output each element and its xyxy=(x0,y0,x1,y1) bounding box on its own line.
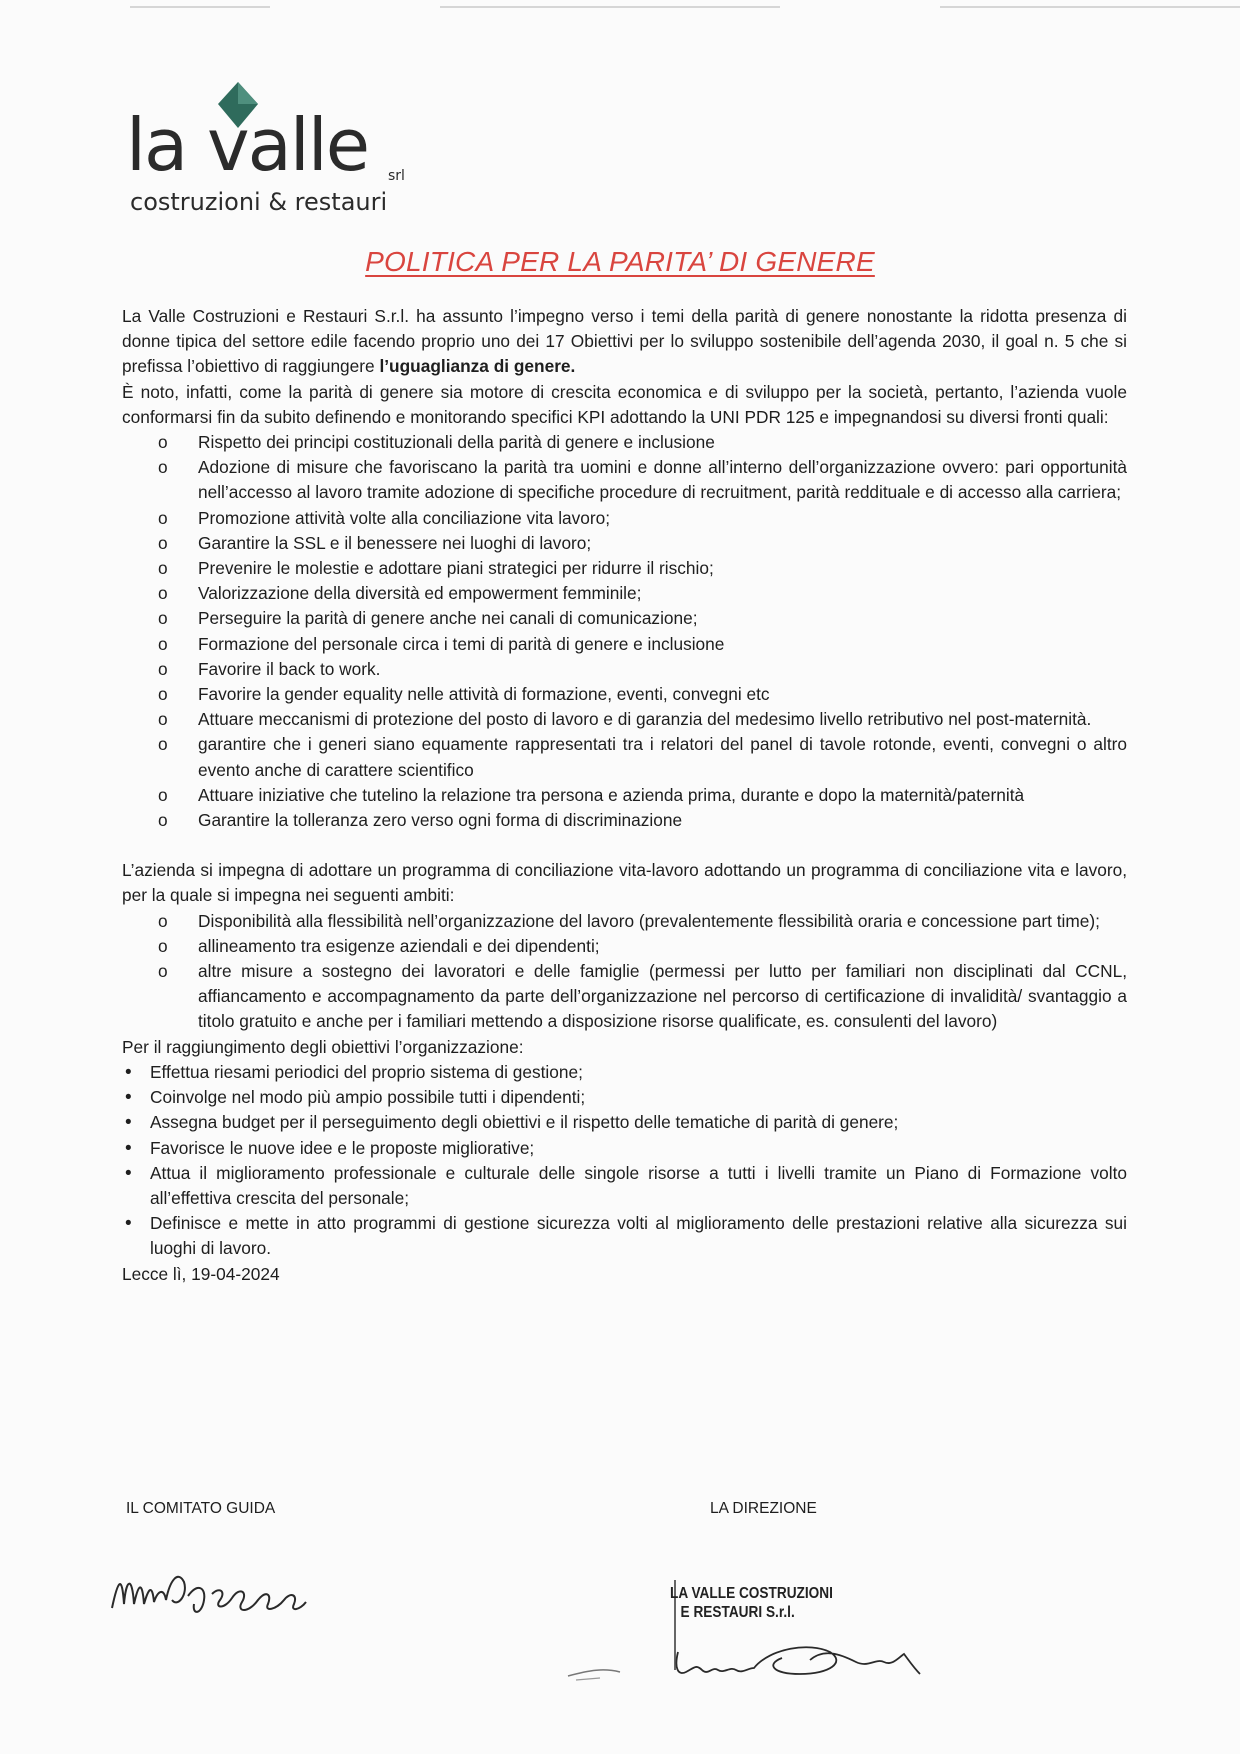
committee-label: IL COMITATO GUIDA xyxy=(126,1500,276,1517)
list-item: • Assegna budget per il perseguimento degli obiettivi e il rispetto delle tematiche di parità di genere; xyxy=(122,1110,1127,1135)
objectives-paragraph: Per il raggiungimento degli obiettivi l’organizzazione: xyxy=(122,1036,524,1057)
conciliation-paragraph: L’azienda si impegna di adottare un programma di conciliazione vita-lavoro adottando un programma di conciliazione vita e lavoro, per la quale si impegna nei seguenti ambiti: xyxy=(122,860,1127,906)
list-item: o Attuare meccanismi di protezione del posto di lavoro e di garanzia del medesimo livello retributivo nel post-maternità. xyxy=(122,707,1127,732)
company-stamp xyxy=(670,1584,833,1622)
direction-signature xyxy=(560,1618,960,1688)
stamp-line: LA VALLE COSTRUZIONI xyxy=(670,1585,833,1602)
committee-signature xyxy=(108,1560,308,1622)
document-body xyxy=(122,304,1127,1287)
list-item: • Favorisce le nuove idee e le proposte migliorative; xyxy=(122,1136,1127,1161)
company-logo xyxy=(126,82,416,217)
list-item: o Adozione di misure che favoriscano la parità tra uomini e donne all’interno dell’organizzazione ovvero: pari opportunità nell’accesso al lavoro tramite adozione di specifiche procedure di recruitment, parità reddituale e di accesso alla carriera; xyxy=(122,455,1127,505)
list-item: o Attuare iniziative che tutelino la relazione tra persona e azienda prima, durante e dopo la maternità/paternità xyxy=(122,783,1127,808)
list-item: o Valorizzazione della diversità ed empowerment femminile; xyxy=(122,581,1127,606)
logo-brand-text: la valle xyxy=(126,103,369,187)
scan-artifact-line xyxy=(130,6,270,8)
logo-tagline-text: costruzioni & restauri xyxy=(130,188,388,216)
logo-suffix-text: srl xyxy=(388,168,405,184)
list-item: o allineamento tra esigenze aziendali e dei dipendenti; xyxy=(122,934,1127,959)
list-item: o Garantire la tolleranza zero verso ogni forma di discriminazione xyxy=(122,808,1127,833)
stamp-line: E RESTAURI S.r.l. xyxy=(680,1604,795,1621)
list-item: o Favorire la gender equality nelle attività di formazione, eventi, convegni etc xyxy=(122,682,1127,707)
list-item: o Garantire la SSL e il benessere nei luoghi di lavoro; xyxy=(122,531,1127,556)
list-item: • Effettua riesami periodici del proprio sistema di gestione; xyxy=(122,1060,1127,1085)
commitment-paragraph: È noto, infatti, come la parità di genere sia motore di crescita economica e di sviluppo per la società, pertanto, l’azienda vuole conformarsi fin da subito definendo e monitorando specifici KPI adottando la UNI PDR 125 e impegnandosi su diversi fronti quali: xyxy=(122,381,1127,427)
list-item: • Definisce e mette in atto programmi di gestione sicurezza volti al miglioramento delle prestazioni relative alla sicurezza sui luoghi di lavoro. xyxy=(122,1211,1127,1261)
intro-paragraph: La Valle Costruzioni e Restauri S.r.l. ha assunto l’impegno verso i temi della parità di genere nonostante la ridotta presenza di donne tipica del settore edile facendo proprio uno dei 17 Obiettivi per lo sviluppo sostenibile dell’agenda 2030, il goal n. 5 che si prefissa l’obiettivo di raggiungere l’uguaglianza di genere. xyxy=(122,306,1127,377)
areas-list xyxy=(122,909,1127,1035)
scan-artifact-line xyxy=(940,6,1240,8)
list-item: o Prevenire le molestie e adottare piani strategici per ridurre il rischio; xyxy=(122,556,1127,581)
direction-label: LA DIREZIONE xyxy=(710,1500,817,1517)
intro-emphasis: l’uguaglianza di genere. xyxy=(379,356,576,377)
list-item: o altre misure a sostegno dei lavoratori e delle famiglie (permessi per lutto per familiari non disciplinati dal CCNL, affiancamento e accompagnamento da parte dell’organizzazione nel percorso di certificazione di invalidità/ svantaggio a titolo gratuito e anche per i familiari mettendo a disposizione risorse qualificate, es. consulenti del lavoro) xyxy=(122,959,1127,1035)
date-line: Lecce lì, 19-04-2024 xyxy=(122,1263,280,1284)
list-item: o Promozione attività volte alla conciliazione vita lavoro; xyxy=(122,506,1127,531)
list-item: o Perseguire la parità di genere anche nei canali di comunicazione; xyxy=(122,606,1127,631)
list-item: o garantire che i generi siano equamente rappresentati tra i relatori del panel di tavole rotonde, eventi, convegni o altro evento anche di carattere scientifico xyxy=(122,732,1127,782)
list-item: o Disponibilità alla flessibilità nell’organizzazione del lavoro (prevalentemente flessibilità oraria e concessione part time); xyxy=(122,909,1127,934)
list-item: • Attua il miglioramento professionale e culturale delle singole risorse a tutti i livelli tramite un Piano di Formazione volto all’effettiva crescita del personale; xyxy=(122,1161,1127,1211)
list-item: • Coinvolge nel modo più ampio possibile tutti i dipendenti; xyxy=(122,1085,1127,1110)
actions-list xyxy=(122,1060,1127,1262)
list-item: o Rispetto dei principi costituzionali della parità di genere e inclusione xyxy=(122,430,1127,455)
list-item: o Favorire il back to work. xyxy=(122,657,1127,682)
document-title: POLITICA PER LA PARITA’ DI GENERE xyxy=(365,246,875,277)
fronts-list xyxy=(122,430,1127,833)
scan-artifact-line xyxy=(440,6,780,8)
list-item: o Formazione del personale circa i temi di parità di genere e inclusione xyxy=(122,632,1127,657)
